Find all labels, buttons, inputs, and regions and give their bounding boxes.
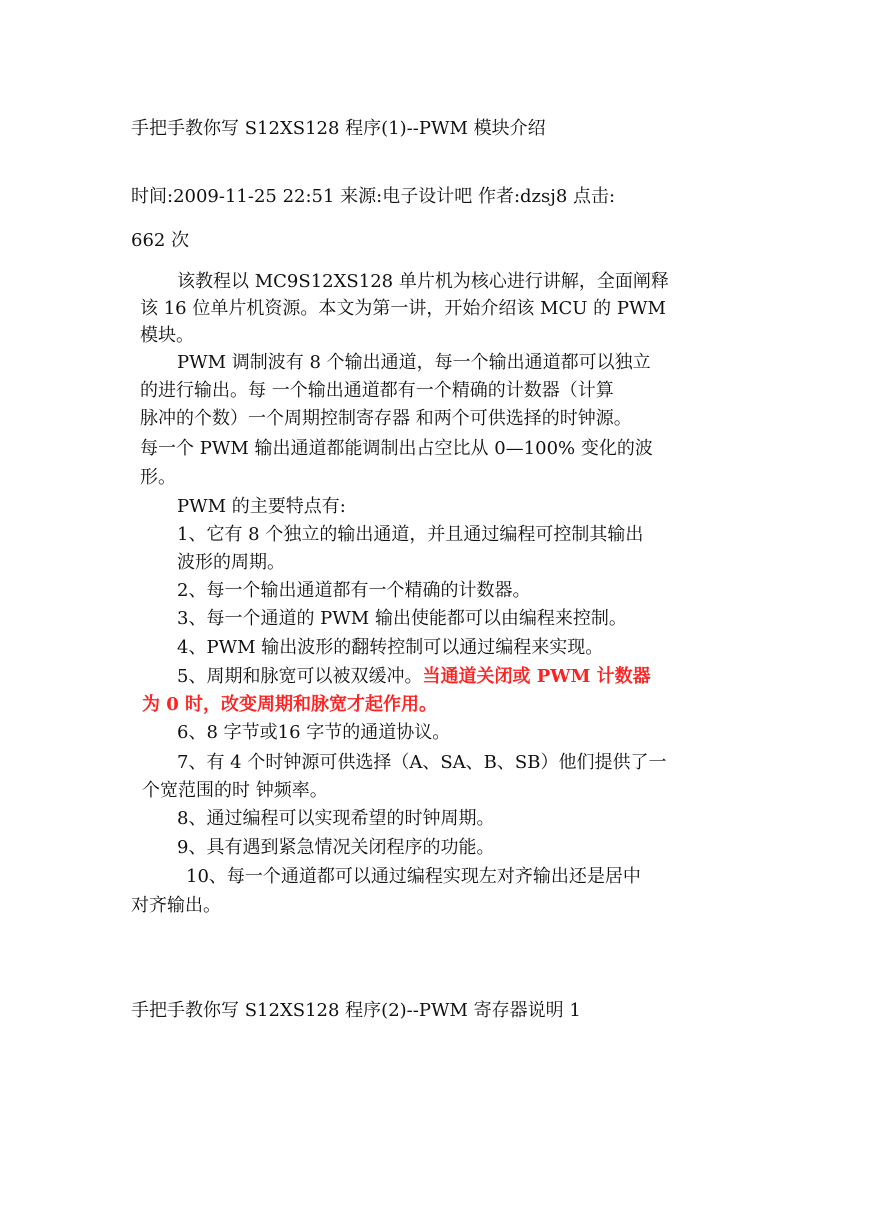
feature-5-highlight: 当通道关闭或 PWM 计数器: [422, 666, 651, 687]
feature-10-line-1: 10、每一个通道都可以通过编程实现左对齐输出还是居中: [186, 866, 641, 887]
article-title-2: 手把手教你写 S12XS128 程序(2)--PWM 寄存器说明 1: [131, 1000, 581, 1021]
article-meta: 时间:2009-11-25 22:51 来源:电子设计吧 作者:dzsj8 点击:: [131, 186, 616, 207]
feature-7-line-1: 7、有 4 个时钟源可供选择（A、SA、B、SB）他们提供了一: [177, 752, 667, 773]
feature-5: [177, 664, 651, 690]
article-title-1: 手把手教你写 S12XS128 程序(1)--PWM 模块介绍: [131, 118, 546, 139]
article-views: 662 次: [131, 230, 190, 251]
intro-line-1: 该教程以 MC9S12XS128 单片机为核心进行讲解，全面阐释: [177, 271, 669, 292]
intro-line-2: 该 16 位单片机资源。本文为第一讲，开始介绍该 MCU 的 PWM: [140, 298, 666, 319]
feature-3: 3、每一个通道的 PWM 输出使能都可以由编程来控制。: [177, 608, 627, 629]
feature-9: 9、具有遇到紧急情况关闭程序的功能。: [177, 837, 495, 858]
pwm-desc-line-1: PWM 调制波有 8 个输出通道，每一个输出通道都可以独立: [177, 352, 651, 373]
feature-10-line-2: 对齐输出。: [131, 895, 221, 916]
feature-5-text: 5、周期和脉宽可以被双缓冲。: [177, 666, 423, 687]
pwm-desc-line-4: 每一个 PWM 输出通道都能调制出占空比从 0—100% 变化的波: [140, 438, 653, 459]
feature-5-highlight-line-2: 为 0 时，改变周期和脉宽才起作用。: [142, 694, 438, 715]
feature-2: 2、每一个输出通道都有一个精确的计数器。: [177, 580, 531, 601]
feature-8: 8、通过编程可以实现希望的时钟周期。: [177, 808, 495, 829]
feature-1-line-1: 1、它有 8 个独立的输出通道，并且通过编程可控制其输出: [177, 524, 644, 545]
pwm-desc-line-5: 形。: [140, 467, 176, 488]
feature-4: 4、PWM 输出波形的翻转控制可以通过编程来实现。: [177, 637, 604, 658]
intro-line-3: 模块。: [140, 325, 194, 346]
features-heading: PWM 的主要特点有:: [177, 496, 346, 517]
feature-1-line-2: 波形的周期。: [177, 552, 285, 573]
pwm-desc-line-3: 脉冲的个数）一个周期控制寄存器 和两个可供选择的时钟源。: [140, 408, 632, 429]
feature-7-line-2: 个宽范围的时 钟频率。: [142, 780, 328, 801]
feature-6: 6、8 字节或16 字节的通道协议。: [177, 722, 451, 743]
pwm-desc-line-2: 的进行输出。每 一个输出通道都有一个精确的计数器（计算: [140, 380, 614, 401]
